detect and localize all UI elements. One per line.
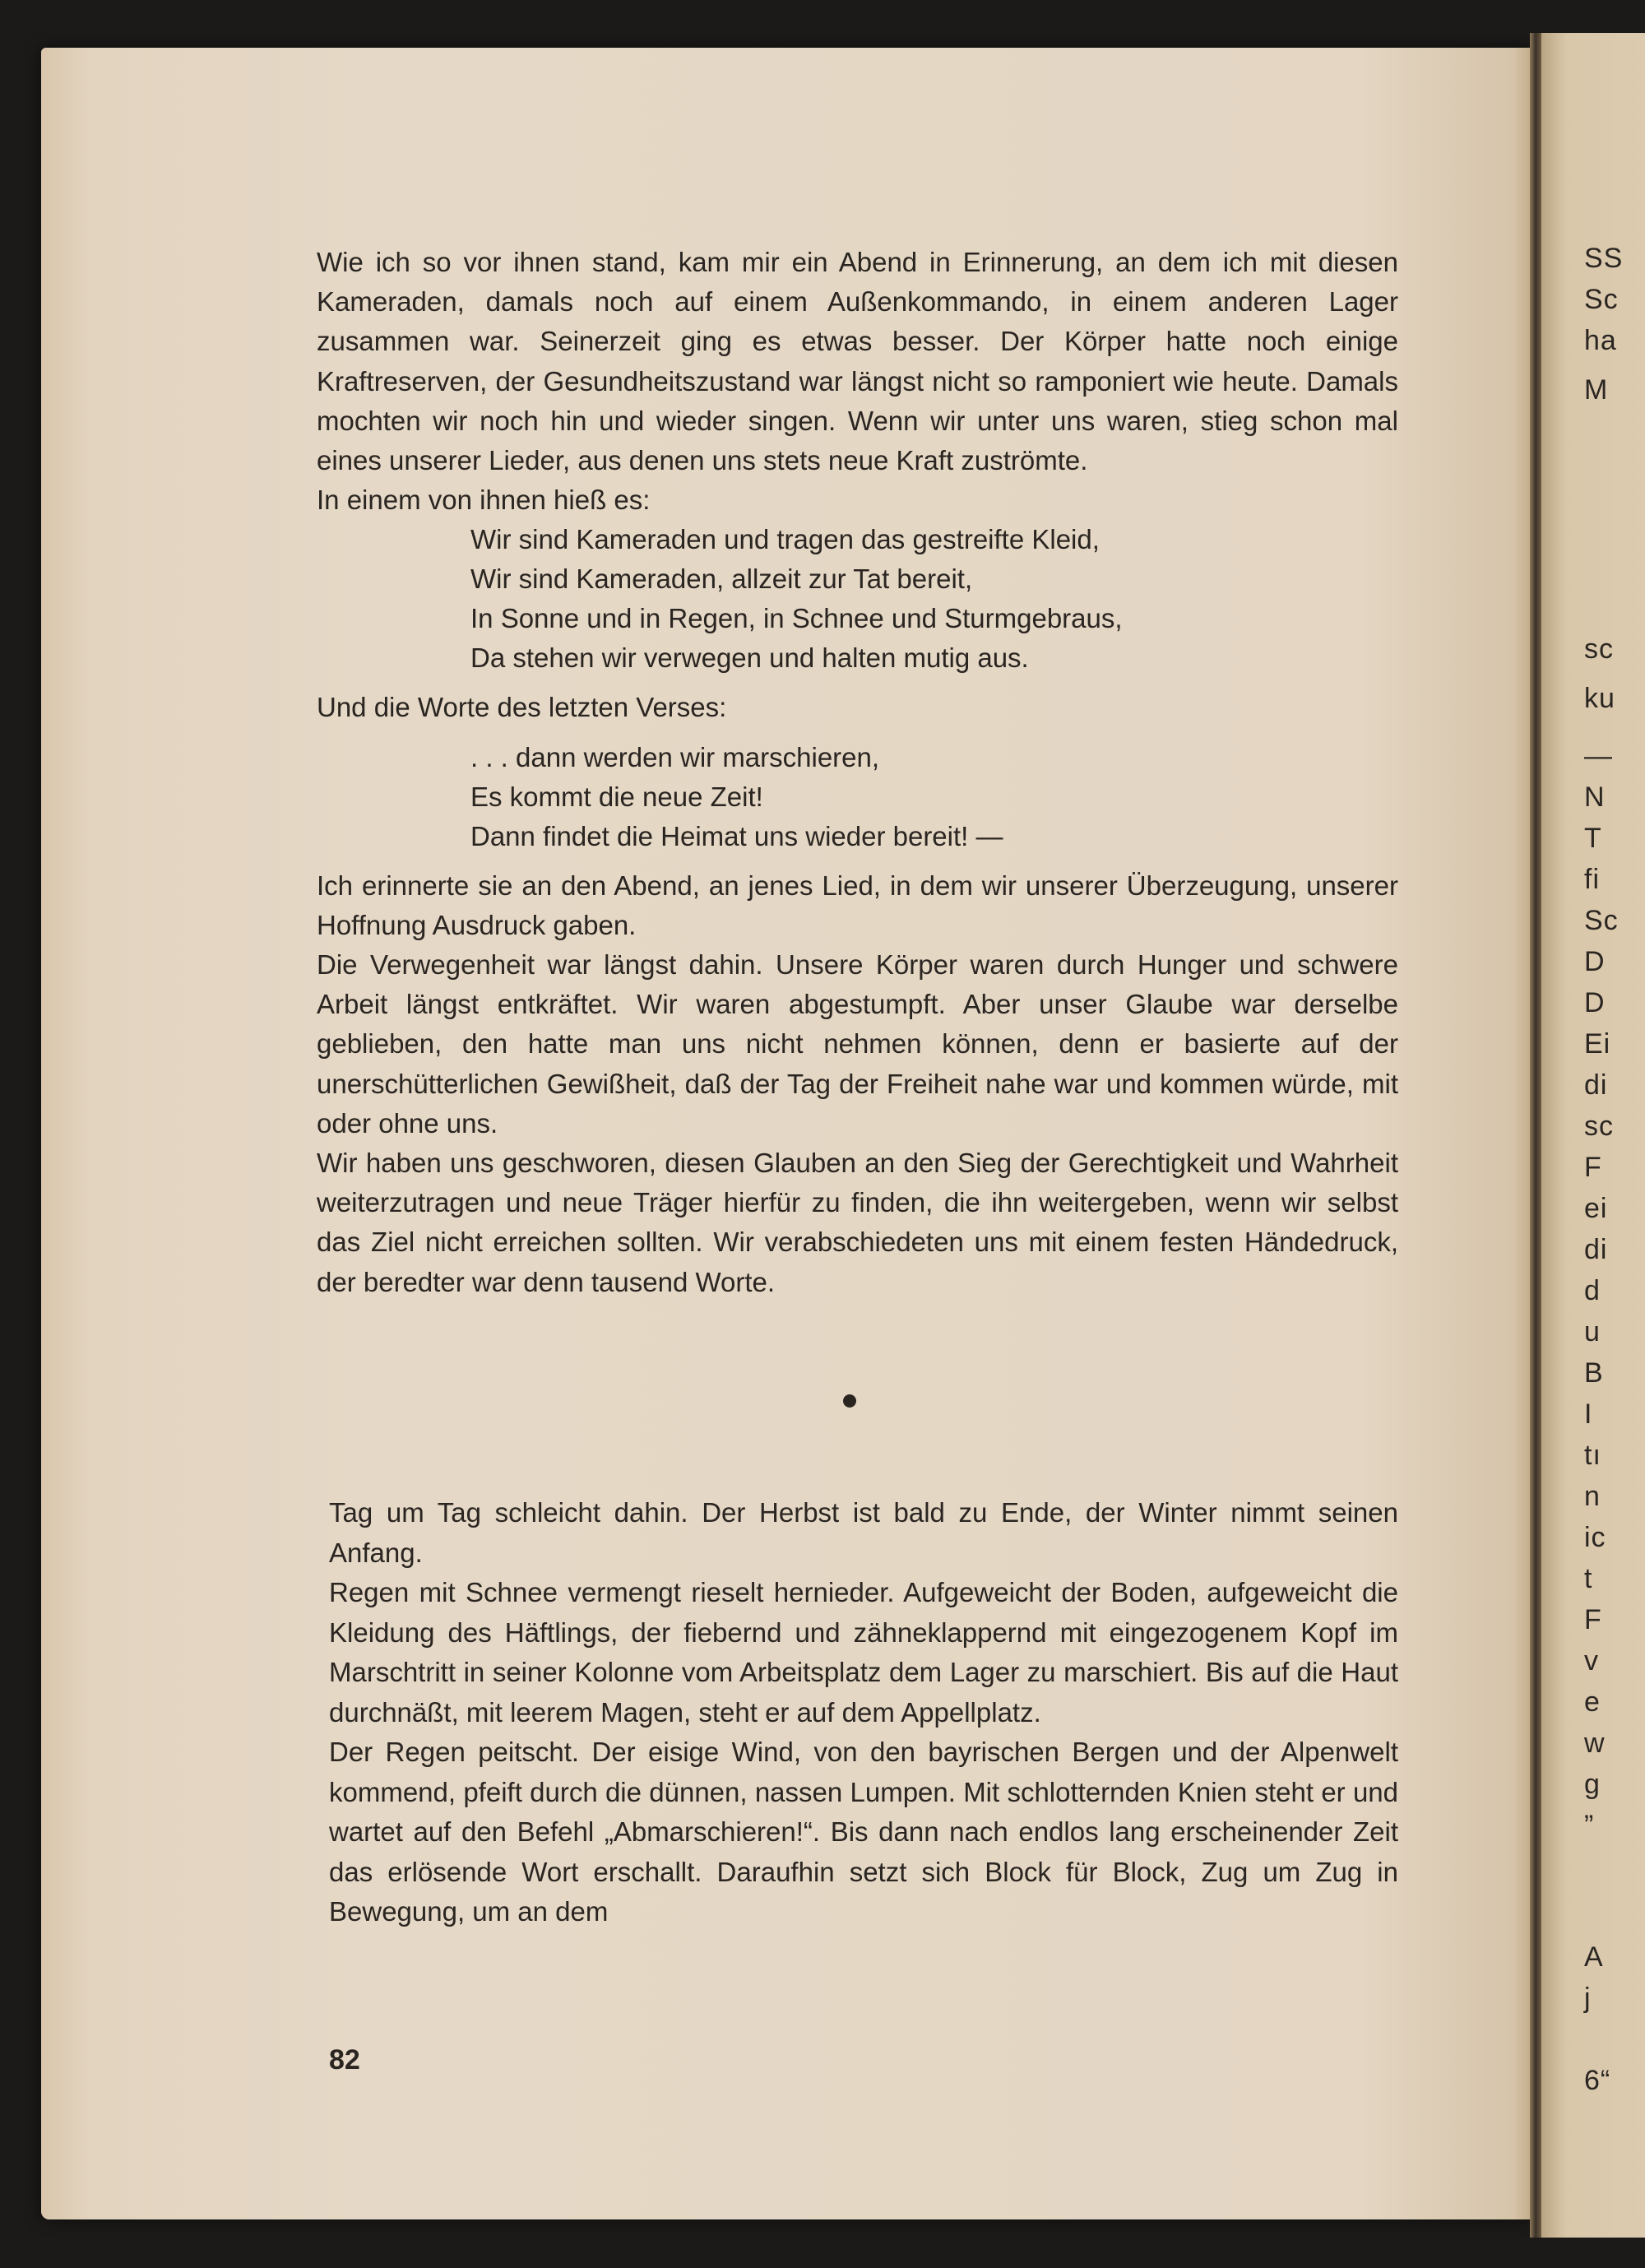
adjacent-page-fragment: N: [1584, 782, 1606, 813]
adjacent-page-fragment: D: [1584, 987, 1606, 1018]
song-intro: In einem von ihnen hieß es:: [317, 485, 651, 516]
page-text-top: [317, 243, 1398, 1302]
song-line: In Sonne und in Regen, in Schnee und Sturmgebraus,: [470, 603, 1123, 634]
adjacent-page-fragment: SS: [1584, 243, 1624, 274]
adjacent-page-fragment: e: [1584, 1686, 1601, 1718]
paragraph: Ich erinnerte sie an den Abend, an jenes Lied, in dem wir unserer Überzeugung, unserer Hoffnung Ausdruck gaben.: [317, 870, 1398, 940]
adjacent-page-fragment: ic: [1584, 1522, 1606, 1553]
verse-line: Dann findet die Heimat uns wieder bereit! —: [470, 820, 1003, 851]
book-spine: [1530, 33, 1541, 2238]
adjacent-page-fragment: di: [1584, 1069, 1608, 1101]
adjacent-page-fragment: di: [1584, 1234, 1608, 1265]
page-text-bottom: [329, 1493, 1398, 1932]
page-number: 82: [329, 2044, 360, 2076]
adjacent-page-fragment: D: [1584, 946, 1606, 977]
adjacent-page-fragment: I: [1584, 1398, 1593, 1430]
adjacent-page-fragment: F: [1584, 1604, 1602, 1635]
song-line: Wir sind Kameraden und tragen das gestreifte Kleid,: [470, 524, 1100, 555]
adjacent-page-fragment: 6“: [1584, 2065, 1611, 2096]
adjacent-page-fragment: Sc: [1584, 284, 1619, 315]
paragraph: Wie ich so vor ihnen stand, kam mir ein Abend in Erinnerung, an dem ich mit diesen Kameraden, damals noch auf einem Außenkommando, in einem anderen Lager zusammen war. Seinerzeit ging es etwas besser. Der Körper hatte noch einige Kraftreserven, der Gesundheitszustand war längst nicht so ramponiert wie heute. Damals mochten wir noch hin und wieder singen. Wenn wir unter uns waren, stieg schon mal eines unserer Lieder, aus denen uns stets neue Kraft zuströmte.: [317, 247, 1398, 476]
adjacent-page-fragment: g: [1584, 1769, 1601, 1800]
adjacent-page-fragment: ”: [1584, 1810, 1595, 1841]
adjacent-page-fragment: fi: [1584, 864, 1600, 895]
adjacent-page-fragment: j: [1584, 1983, 1592, 2014]
adjacent-page-fragment: tı: [1584, 1440, 1601, 1471]
adjacent-page-fragment: ei: [1584, 1193, 1608, 1224]
adjacent-page-fragment: w: [1584, 1728, 1606, 1759]
adjacent-page-fragment: sc: [1584, 633, 1614, 665]
verse-intro: Und die Worte des letzten Verses:: [317, 692, 727, 723]
song-line: Wir sind Kameraden, allzeit zur Tat bereit,: [470, 564, 973, 595]
adjacent-page-fragment: T: [1584, 823, 1602, 854]
paragraph: Die Verwegenheit war längst dahin. Unsere Körper waren durch Hunger und schwere Arbeit längst entkräftet. Wir waren abgestumpft. Aber unser Glaube war derselbe geblieben, den hatte man uns nicht nehmen können, denn er basierte auf der unerschütterlichen Gewißheit, daß der Tag der Freiheit nahe war und kommen würde, mit oder ohne uns.: [317, 949, 1398, 1139]
adjacent-page-fragment: B: [1584, 1357, 1604, 1389]
paragraph: Tag um Tag schleicht dahin. Der Herbst ist bald zu Ende, der Winter nimmt seinen Anfang.: [329, 1497, 1398, 1568]
adjacent-page: [1541, 33, 1645, 2238]
paragraph: Der Regen peitscht. Der eisige Wind, von den bayrischen Bergen und der Alpenwelt kommend, pfeift durch die dünnen, nassen Lumpen. Mit schlotternden Knien steht er und wartet auf den Befehl „Abmarschieren!“. Bis dann nach endlos lang erscheinender Zeit das erlösende Wort erschallt. Daraufhin setzt sich Block für Block, Zug um Zug in Bewegung, um an dem: [329, 1737, 1398, 1927]
adjacent-page-fragment: d: [1584, 1275, 1601, 1306]
adjacent-page-fragment: u: [1584, 1316, 1601, 1347]
adjacent-page-fragment: F: [1584, 1152, 1602, 1183]
adjacent-page-fragment: —: [1584, 740, 1613, 772]
paragraph: Wir haben uns geschworen, diesen Glauben an den Sieg der Gerechtigkeit und Wahrheit weiterzutragen und neue Träger hierfür zu finden, die ihn weitergeben, wenn wir selbst das Ziel nicht erreichen sollten. Wir verabschiedeten uns mit einem festen Händedruck, der beredter war denn tausend Worte.: [317, 1148, 1398, 1297]
paragraph: Regen mit Schnee vermengt rieselt hernieder. Aufgeweicht der Boden, aufgeweicht die Kleidung des Häftlings, der fiebernd und zähneklappernd mit eingezogenem Kopf im Marschtritt in seiner Kolonne vom Arbeitsplatz dem Lager zu marschiert. Bis auf die Haut durchnäßt, mit leerem Magen, steht er auf dem Appellplatz.: [329, 1577, 1398, 1728]
verse-stanza: [317, 738, 1398, 856]
adjacent-page-fragment: ku: [1584, 683, 1615, 714]
adjacent-page-fragment: sc: [1584, 1111, 1614, 1142]
adjacent-page-fragment: A: [1584, 1941, 1604, 1973]
adjacent-page-fragment: t: [1584, 1563, 1593, 1594]
adjacent-page-fragment: Ei: [1584, 1028, 1611, 1060]
adjacent-page-fragment: n: [1584, 1481, 1601, 1512]
adjacent-page-fragment: M: [1584, 374, 1609, 406]
verse-line: . . . dann werden wir marschieren,: [470, 741, 880, 772]
song-stanza: [317, 520, 1398, 678]
section-break-ornament: [843, 1394, 856, 1408]
adjacent-page-fragment: v: [1584, 1645, 1599, 1677]
song-line: Da stehen wir verwegen und halten mutig aus.: [470, 642, 1029, 674]
verse-line: Es kommt die neue Zeit!: [470, 781, 763, 812]
adjacent-page-fragment: Sc: [1584, 905, 1619, 936]
adjacent-page-fragment: ha: [1584, 325, 1617, 356]
